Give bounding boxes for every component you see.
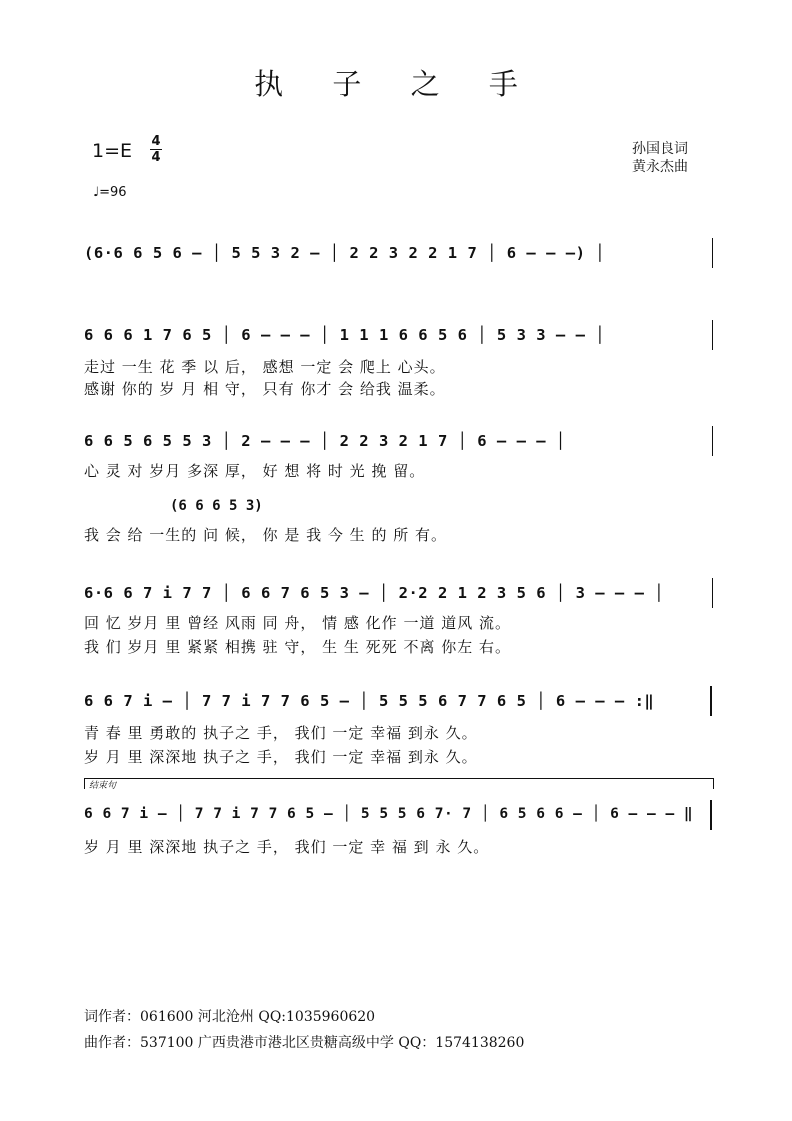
- system-end-bar: [712, 238, 713, 268]
- time-signature: [150, 134, 162, 165]
- score-intro: (6·6 6 5 6 – │ 5 5 3 2 – │ 2 2 3 2 2 1 7 │ 6 – – –) │: [84, 244, 606, 262]
- lyric-1a: 走过 一生 花 季 以 后， 感想 一定 会 爬上 心头。: [84, 358, 446, 376]
- time-divider: [150, 149, 162, 150]
- ending-label: 结束句: [89, 781, 117, 791]
- key-signature: 1=E: [92, 140, 133, 162]
- ending-bracket: [84, 778, 714, 789]
- lyric-3: 我 会 给 一生的 问 候， 你 是 我 今 生 的 所 有。: [84, 526, 447, 544]
- score-line-5: 6 6 7 i – │ 7 7 i 7 7 6 5 – │ 5 5 5 6 7 7 6 5 │ 6 – – – :‖: [84, 692, 655, 710]
- system-end-bar: [712, 320, 713, 350]
- system-end-bar: [712, 426, 713, 456]
- footer-composer-info: 曲作者：537100 广西贵港市港北区贵糖高级中学 QQ：1574138260: [84, 1035, 525, 1051]
- repeat-bar: [710, 686, 712, 716]
- lyric-6: 岁 月 里 深深地 执子之 手， 我们 一定 幸 福 到 永 久。: [84, 838, 490, 856]
- lyric-5a: 青 春 里 勇敢的 执子之 手， 我们 一定 幸福 到永 久。: [84, 724, 478, 742]
- lyric-5b: 岁 月 里 深深地 执子之 手， 我们 一定 幸福 到永 久。: [84, 748, 478, 766]
- time-bottom: 4: [151, 150, 161, 165]
- lyric-1b: 感谢 你的 岁 月 相 守， 只有 你才 会 给我 温柔。: [84, 380, 446, 398]
- alt-notes: (6 6 6 5 3): [170, 498, 263, 514]
- time-top: 4: [151, 134, 161, 149]
- lyric-4b: 我 们 岁月 里 紧紧 相携 驻 守， 生 生 死死 不离 你左 右。: [84, 638, 511, 656]
- score-line-6: 6 6 7 i – │ 7 7 i 7 7 6 5 – │ 5 5 5 6 7· 7 │ 6 5 6 6 – │ 6 – – – ‖: [84, 806, 694, 822]
- lyric-2: 心 灵 对 岁月 多深 厚， 好 想 将 时 光 挽 留。: [84, 462, 426, 480]
- system-end-bar: [712, 578, 713, 608]
- lyricist: 孙国良词: [632, 141, 688, 157]
- score-line-1: 6 6 6 1 7 6 5 │ 6 – – – │ 1 1 1 6 6 5 6 │ 5 3 3 – – │: [84, 326, 606, 344]
- footer-lyricist-info: 词作者：061600 河北沧州 QQ:1035960620: [84, 1009, 376, 1025]
- final-bar: [710, 800, 712, 830]
- tempo-marking: ♩=96: [93, 185, 127, 200]
- song-title: 执 子 之 手: [254, 67, 538, 101]
- composer: 黄永杰曲: [632, 159, 688, 175]
- score-line-2: 6 6 5 6 5 5 3 │ 2 – – – │ 2 2 3 2 1 7 │ 6 – – – │: [84, 432, 566, 450]
- lyric-4a: 回 忆 岁月 里 曾经 风雨 同 舟， 情 感 化作 一道 道风 流。: [84, 614, 511, 632]
- score-line-4: 6·6 6 7 i 7 7 │ 6 6 7 6 5 3 – │ 2·2 2 1 2 3 5 6 │ 3 – – – │: [84, 584, 665, 602]
